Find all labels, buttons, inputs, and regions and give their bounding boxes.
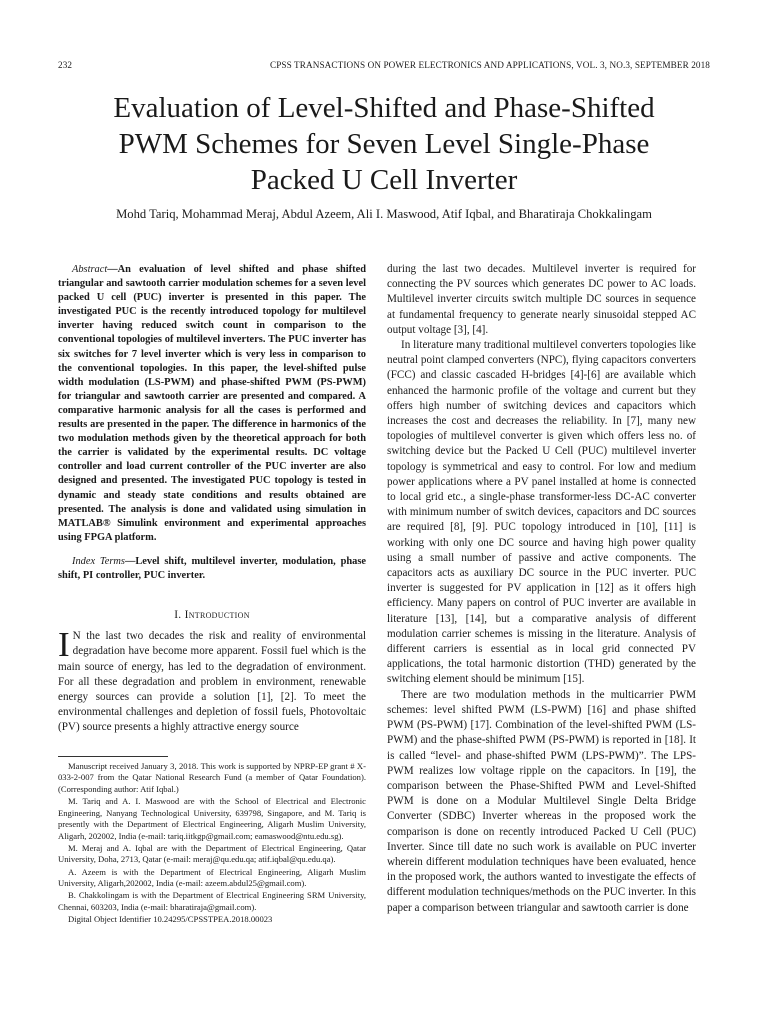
page-number: 232 <box>58 60 73 70</box>
running-head <box>58 60 710 74</box>
footnote: M. Tariq and A. I. Maswood are with the School of Electrical and Electronic Engineering, Nanyang Technological University, 639798, Singapore, and M. Tariq is presently with the Department of Electrical Engineering, Aligarh Muslim University, Aligarh, 202002, India (e-mail: tariq.iitkgp@gmail.com; eamaswood@ntu.edu.sg). <box>58 795 366 841</box>
section-heading: I. Introduction <box>174 609 250 622</box>
title-line: Packed U Cell Inverter <box>250 164 518 196</box>
journal-name: CPSS TRANSACTIONS ON POWER ELECTRONICS AND APPLICATIONS, VOL. 3, NO.3, SEPTEMBER 2018 <box>269 60 710 70</box>
body-paragraph: There are two modulation methods in the multicarrier PWM schemes: level shifted PWM (LS-PWM) [16] and phase shifted PWM (PS-PWM) [17]. Combination of the level-shifted PWM (LS-PWM) and the phase-shifted PWM (PS-PWM) is reported in [18]. It is called “level- and phase-shifted PWM (LPS-PWM)”. The LPS-PWM realizes low voltage ripple on the capacitors. In [19], the comparison between the Phase-Shifted PWM and Level-Shifted PWM is done on a Modular Multilevel Single Delta Bridge Converter (SDBC) Inverter whereas in the proposed work the comparison is done on recently introduced Packed U Cell (PUC) Inverter. Since till date no such work is available on PUC inverter wherein different modulation techniques have been evaluated, hence in the proposed work, the authors wanted to investigate the effects of different modulation techniques/methods on the PUC inverter. In this paper a comparison between triangular and sawtooth carrier is done <box>387 688 696 914</box>
footnote: B. Chakkolingam is with the Department of Electrical Engineering SRM University, Chennai, 603203, India (e-mail: bharatiraja@gmail.com). <box>58 890 366 912</box>
abstract-text: —An evaluation of level shifted and phase shifted triangular and sawtooth carrier modulation schemes for a seven level packed U cell (PUC) inverter is presented in this paper. The investigated PUC is the recently introduced topology for multilevel inverter having reduced switch count in comparison to the conventional topologies of multilevel inverters. The PUC inverter has six switches for 7 level inverter which is very less in comparison to the conventional topologies. In this paper, the level-shifted pulse width modulation (LS-PWM) and phase-shifted PWM (PS-PWM) for triangular and sawtooth carrier are presented and compared. A comparative harmonic analysis for all the cases is performed and results are presented in the paper. The difference in harmonics of the two modulation methods given by the theoretical approach for both the carrier is validated by the experimental results. DC voltage controller and load current controller of the PUC inverter are also designed and presented. The investigated PUC topology is tested in dynamic and steady state conditions and results obtained are presented. The analysis is done and validated using simulation in MATLAB® Simulink environment and experimental approaches using FPGA platform. <box>58 264 366 543</box>
footnote: M. Meraj and A. Iqbal are with the Department of Electrical Engineering, Qatar University, Doha, 2713, Qatar (e-mail: meraj@qu.edu.qa; atif.iqbal@qu.edu.qa). <box>58 842 366 865</box>
footnote: A. Azeem is with the Department of Electrical Engineering, Aligarh Muslim University, Aligarh,202002, India (e-mail: azeem.abdul25@gmail.com). <box>58 866 366 889</box>
index-terms-text: —Level shift, multilevel inverter, modulation, phase shift, PI controller, PUC inverter. <box>58 555 367 581</box>
footnote-rule <box>58 756 168 757</box>
title-line: Evaluation of Level-Shifted and Phase-Shifted <box>113 92 655 124</box>
index-terms <box>58 555 366 583</box>
abstract-label: Abstract <box>72 264 108 275</box>
index-terms-label: Index Terms <box>72 555 125 567</box>
footnotes <box>58 761 366 926</box>
left-column <box>58 263 366 926</box>
intro-paragraph <box>58 625 366 735</box>
abstract <box>58 263 366 545</box>
drop-cap: I <box>58 625 70 665</box>
title-line: PWM Schemes for Seven Level Single-Phase <box>118 128 650 160</box>
intro-text: N the last two decades the risk and reality of environmental degradation have become more apparent. Fossil fuel which is the main source of energy, has led to the degradation of environment. For all these degradation and problem in environment, renewable energy sources can provide a solution [1], [2]. To meet the environmental challenges and depletion of fossil fuels, Photovoltaic (PV) source presents a highly attractive energy source <box>58 630 366 734</box>
body-paragraph: during the last two decades. Multilevel inverter is required for connecting the PV sources which generates DC power to AC loads. Multilevel inverter circuits switch multiple DC sources in sequence at fundamental frequency to generate nearly sinusoidal stepped AC output voltage [3], [4]. <box>387 263 696 336</box>
body-paragraph: In literature many traditional multilevel converters topologies like neutral point clamped converters (NPC), flying capacitors converters (FCC) and classic cascaded H-bridges [4]-[6] are available which enhanced the harmonic profile of the voltage and current but they offers high number of switching devices and capacitors which increases the cost and decreases the reliability. In [7], many new topologies of multilevel converter is given which offers less no. of switching device but the Packed U Cell (PUC) multilevel inverter topology is symmetrical and easy to control. For low and medium power applications where a PV panel installed at home is connected to local grid etc., a single-phase transformer-less DC-AC converter with minimum number of switch devices, capacitors and DC sources are required [8], [9]. PUC topology introduced in [10], [11] is working with only one DC source and having high power quality using a small number of passive and active components. The capacitors acts as auxiliary DC source in the PUC inverter. PUC inverter is suggested for PV application in [12] as it offers high efficiency. Many papers on control of PUC inverter are available in literature [13], [14], but a comparative analysis of different modulation carrier schemes is missing in the literature. Analysis of different carriers is essential as in local grid connected PV applications, the total harmonic distortion (THD) generated by the switching element should be minimum [15]. <box>387 339 696 686</box>
paper-title <box>40 90 728 198</box>
author-list: Mohd Tariq, Mohammad Meraj, Abdul Azeem, Ali I. Maswood, Atif Iqbal, and Bharatiraja Chokkalingam <box>116 207 652 221</box>
footnote: Manuscript received January 3, 2018. This work is supported by NPRP-EP grant # X-033-2-007 from the Qatar National Research Fund (a member of Qatar Foundation). (Corresponding author: Atif Iqbal.) <box>58 760 366 794</box>
right-column <box>387 262 696 916</box>
footnote-doi: Digital Object Identifier 10.24295/CPSSTPEA.2018.00023 <box>68 913 273 924</box>
